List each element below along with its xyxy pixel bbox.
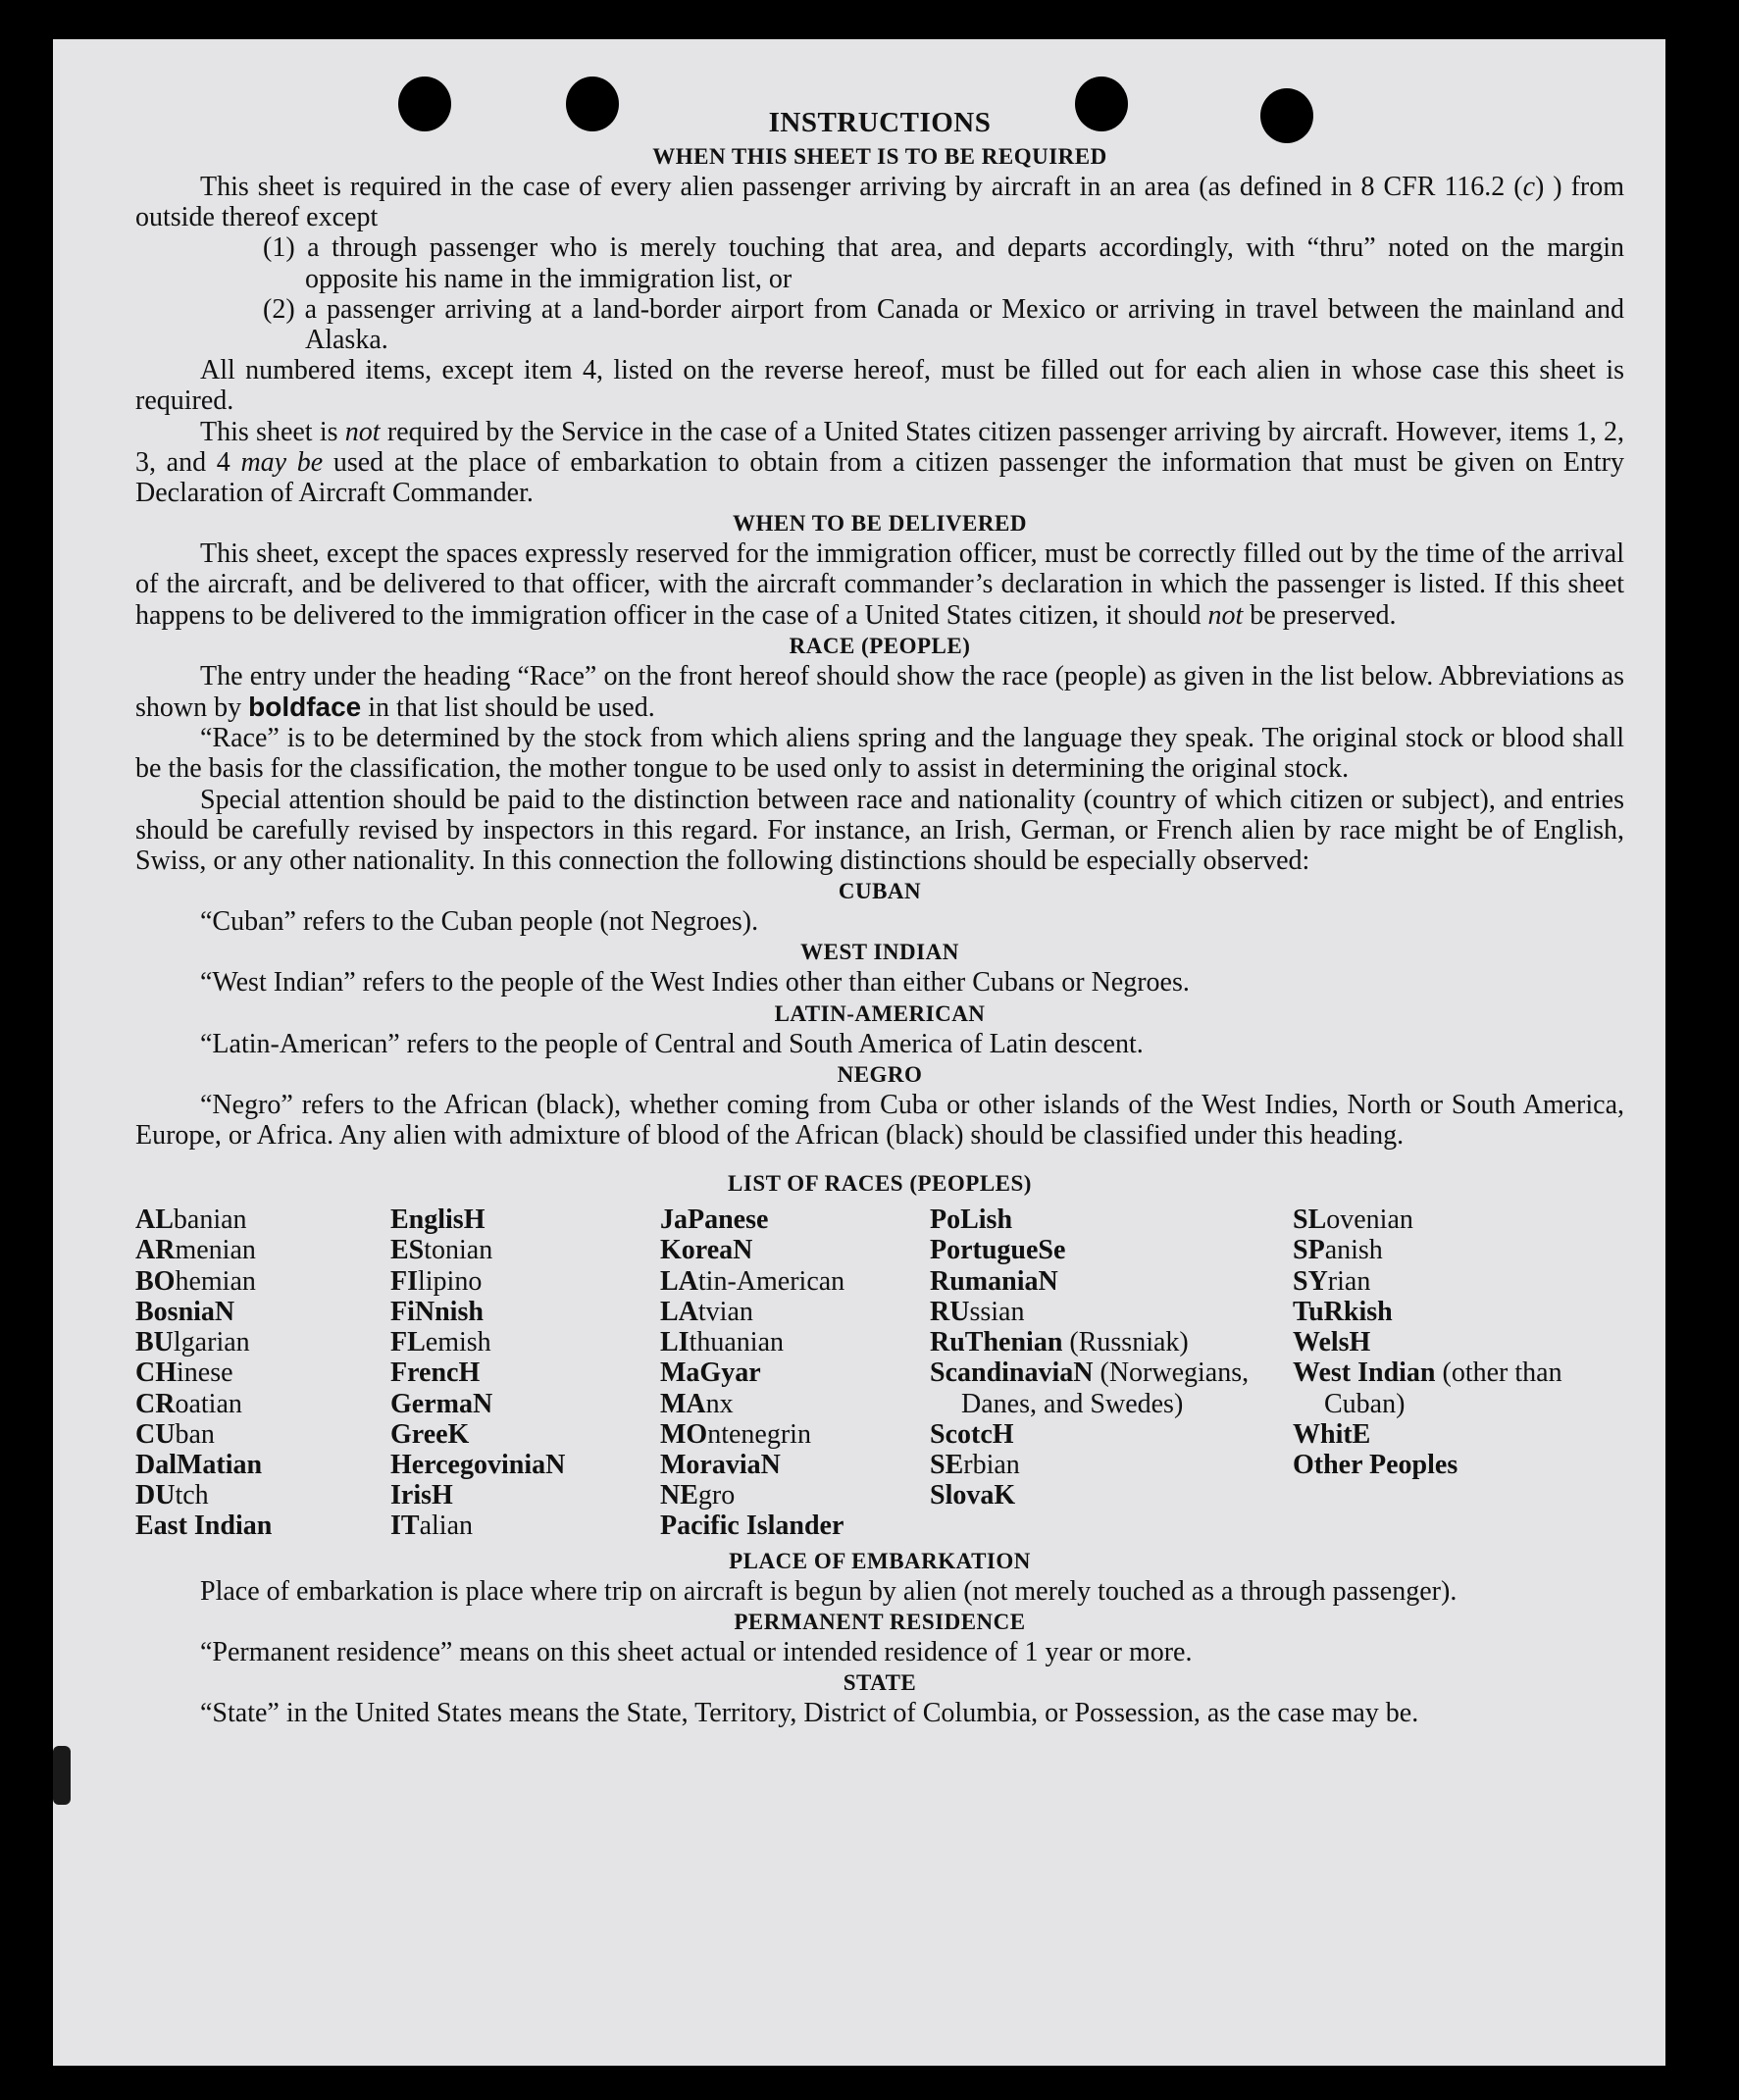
paragraph: This sheet, except the spaces expressly reserved for the immigration officer, must be correctly filled out by the time of the arrival of the aircraft, and be delivered to that officer, with the aircraft commander’s declaration in which the passenger is listed. If this sheet happens to be delivered to the immigration officer in the case of a United States citizen, it should not be preserved. [135, 538, 1624, 631]
race-column [390, 1204, 660, 1541]
race-entry: SPanish [1293, 1235, 1383, 1266]
race-entry: MoraviaN [660, 1449, 781, 1480]
race-entry: SLovenian [1293, 1204, 1413, 1236]
exception-item: (2) a passenger arriving at a land-border airport from Canada or Mexico or arriving in travel between the mainland and Alaska. [263, 293, 1624, 356]
instructions-content [135, 104, 1624, 1728]
race-list [135, 1204, 1624, 1541]
paragraph: This sheet is not required by the Service in the case of a United States citizen passenger arriving by aircraft. However, items 1, 2, 3, and 4 may be used at the place of embarkation to obtain from a citizen passenger the information that must be given on Entry Declaration of Aircraft Commander. [135, 416, 1624, 509]
exception-item: (1) a through passenger who is merely touching that area, and departs accordingly, with “thru” noted on the margin opposite his name in the immigration list, or [263, 232, 1624, 294]
race-entry: BOhemian [135, 1265, 256, 1297]
paragraph: “Cuban” refers to the Cuban people (not Negroes). [200, 906, 759, 938]
race-entry: KoreaN [660, 1235, 753, 1266]
race-entry: PoLish [930, 1204, 1013, 1236]
race-entry: East Indian [135, 1511, 273, 1542]
paragraph: Special attention should be paid to the distinction between race and nationality (country of which citizen or subject), and entries should be carefully revised by inspectors in this regard. For instance, an Irish, German, or French alien by race might be of English, Swiss, or any other nationality. In this connection the following distinctions should be especially observed: [135, 784, 1624, 877]
race-entry: BUlgarian [135, 1327, 250, 1358]
section-heading: WHEN TO BE DELIVERED [733, 511, 1027, 537]
race-entry: SlovaK [930, 1480, 1016, 1511]
race-entry: EnglisH [390, 1204, 486, 1236]
race-entry: CUban [135, 1418, 215, 1450]
race-column [930, 1204, 1293, 1541]
race-entry: SYrian [1293, 1265, 1371, 1297]
section-heading: NEGRO [837, 1061, 923, 1087]
race-entry: DUtch [135, 1480, 209, 1511]
section-heading: CUBAN [838, 879, 922, 904]
race-entry: Pacific Islander [660, 1511, 844, 1542]
paragraph: Place of embarkation is place where trip on aircraft is begun by alien (not merely touched as a through passenger). [200, 1575, 1458, 1607]
paragraph: All numbered items, except item 4, listed on the reverse hereof, must be filled out for each alien in whose case this sheet is required. [135, 355, 1624, 417]
race-entry: FiNnish [390, 1296, 484, 1327]
page-title: INSTRUCTIONS [768, 107, 992, 138]
race-entry: WhitE [1293, 1418, 1371, 1450]
race-entry: ScotcH [930, 1418, 1014, 1450]
race-entry: MAnx [660, 1388, 734, 1419]
section-heading: LATIN-AMERICAN [774, 1000, 986, 1026]
race-entry: DalMatian [135, 1449, 263, 1480]
paragraph: “Race” is to be determined by the stock from which aliens spring and the language they speak. The original stock or blood shall be the basis for the classification, the mother tongue to be used only to assist in determining the original stock. [135, 723, 1624, 785]
section-heading: PLACE OF EMBARKATION [729, 1548, 1031, 1573]
race-column [135, 1204, 390, 1541]
race-entry: GermaN [390, 1388, 493, 1419]
race-entry: CHinese [135, 1357, 233, 1389]
paragraph: “Latin-American” refers to the people of Central and South America of Latin descent. [200, 1028, 1144, 1059]
race-column [660, 1204, 930, 1541]
race-entry: BosniaN [135, 1296, 235, 1327]
race-entry: WelsH [1293, 1327, 1371, 1358]
race-entry: IrisH [390, 1480, 453, 1511]
paragraph: This sheet is required in the case of every alien passenger arriving by aircraft in an area (as defined in 8 CFR 116.2 (c) ) from outside thereof except [135, 172, 1625, 233]
race-entry: CRoatian [135, 1388, 242, 1419]
race-entry: MaGyar [660, 1357, 761, 1389]
race-entry: TuRkish [1293, 1296, 1393, 1327]
race-entry: LAtin-American [660, 1265, 845, 1297]
race-entry: West Indian (other than Cuban) [1293, 1357, 1562, 1419]
race-entry: RumaniaN [930, 1265, 1058, 1297]
race-entry: SErbian [930, 1449, 1020, 1480]
section-heading: WHEN THIS SHEET IS TO BE REQUIRED [652, 144, 1107, 169]
race-entry: LAtvian [660, 1296, 753, 1327]
race-entry: NEgro [660, 1480, 736, 1511]
race-entry: RuThenian (Russniak) [930, 1327, 1189, 1358]
race-entry: PortugueSe [930, 1235, 1066, 1266]
race-entry: ALbanian [135, 1204, 247, 1236]
race-entry: ARmenian [135, 1235, 256, 1266]
race-entry: FIlipino [390, 1265, 483, 1297]
race-entry: ITalian [390, 1511, 473, 1542]
race-entry: MOntenegrin [660, 1418, 811, 1450]
paragraph: “Negro” refers to the African (black), whether coming from Cuba or other islands of the West Indies, North or South America, Europe, or Africa. Any alien with admixture of blood of the African (black) should be classified under this heading. [135, 1089, 1624, 1152]
race-entry: RUssian [930, 1296, 1025, 1327]
race-entry: EStonian [390, 1235, 493, 1266]
paragraph: “West Indian” refers to the people of the West Indies other than either Cubans or Negroes. [200, 967, 1190, 999]
paragraph: The entry under the heading “Race” on the front hereof should show the race (people) as given in the list below. Abbreviations as shown by boldface in that list should be used. [135, 660, 1624, 724]
race-entry: HercegoviniaN [390, 1449, 566, 1480]
section-heading: WEST INDIAN [800, 940, 959, 965]
document-page [53, 39, 1665, 2066]
race-entry: JaPanese [660, 1204, 769, 1236]
section-heading: LIST OF RACES (PEOPLES) [728, 1171, 1032, 1197]
ink-speck [53, 1746, 71, 1805]
paragraph: “State” in the United States means the State, Territory, District of Columbia, or Possession, as the case may be. [200, 1697, 1419, 1728]
race-entry: FLemish [390, 1327, 491, 1358]
race-entry: Other Peoples [1293, 1449, 1458, 1480]
race-entry: LIthuanian [660, 1327, 784, 1358]
race-entry: ScandinaviaN (Norwegians, Danes, and Swedes) [930, 1357, 1250, 1419]
race-entry: GreeK [390, 1418, 470, 1450]
race-entry: FrencH [390, 1357, 481, 1389]
paragraph: “Permanent residence” means on this sheet actual or intended residence of 1 year or more. [200, 1636, 1193, 1667]
race-column [1293, 1204, 1624, 1541]
section-heading: RACE (PEOPLE) [789, 633, 971, 658]
section-heading: STATE [843, 1669, 917, 1695]
section-heading: PERMANENT RESIDENCE [734, 1609, 1026, 1634]
